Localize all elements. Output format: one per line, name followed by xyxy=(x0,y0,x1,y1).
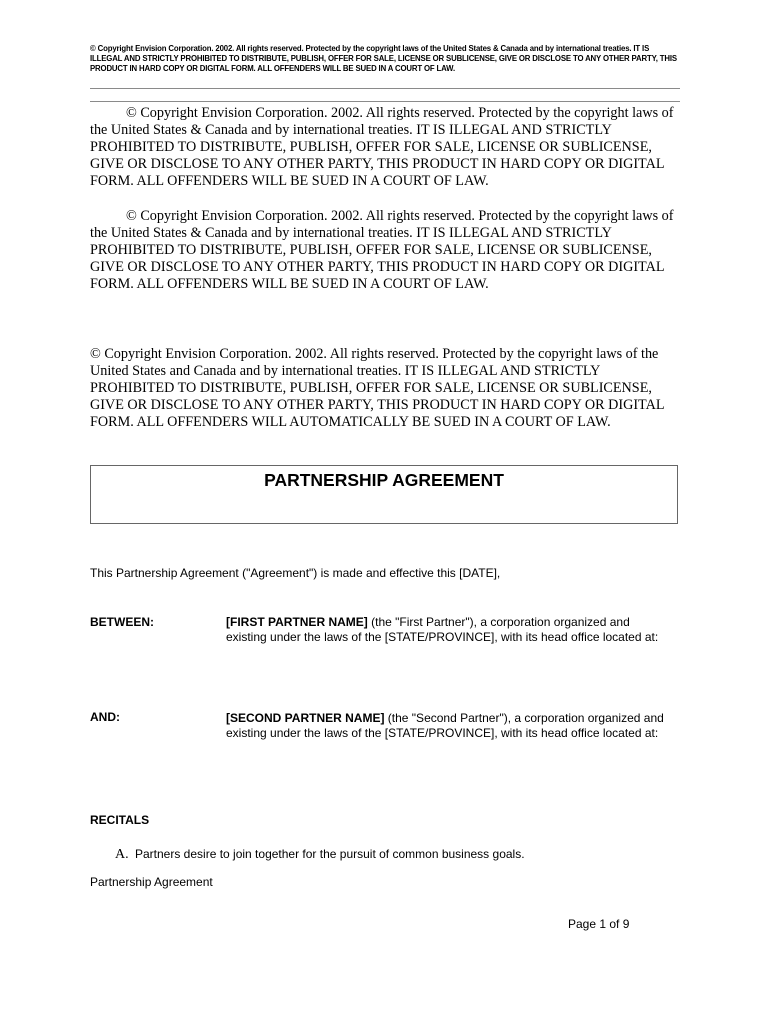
copyright-paragraph xyxy=(90,208,680,293)
title-box xyxy=(90,465,678,524)
copyright-paragraph xyxy=(90,346,682,431)
second-partner-description xyxy=(226,711,666,741)
second-partner-details: (the "Second Partner"), a corporation organized and existing under the laws of the [STATE/PROVINCE], with its head office located at: xyxy=(226,711,664,740)
header-copyright-notice: © Copyright Envision Corporation. 2002. All rights reserved. Protected by the copyright laws of the United States & Canada and by international treaties. IT IS ILLEGAL AND STRICTLY PROHIBITED TO DISTRIBUTE, PUBLISH, OFFER FOR SALE, LICENSE OR SUBLICENSE, GIVE OR DISCLOSE TO ANY OTHER PARTY, THIS PRODUCT IN HARD COPY OR DIGITAL FORM. ALL OFFENDERS WILL BE SUED IN A COURT OF LAW. xyxy=(90,44,677,73)
copyright-paragraph-text: © Copyright Envision Corporation. 2002. All rights reserved. Protected by the copyright laws of the United States and Canada and by international treaties. IT IS ILLEGAL AND STRICTLY PROHIBITED TO DISTRIBUTE, PUBLISH, OFFER FOR SALE, LICENSE OR SUBLICENSE, GIVE OR DISCLOSE TO ANY OTHER PARTY, THIS PRODUCT IN HARD COPY OR DIGITAL FORM. ALL OFFENDERS WILL AUTOMATICALLY BE SUED IN A COURT OF LAW. xyxy=(90,346,664,430)
second-partner-name: [SECOND PARTNER NAME] xyxy=(226,711,385,725)
copyright-paragraph-text: © Copyright Envision Corporation. 2002. All rights reserved. Protected by the copyright laws of the United States & Canada and by international treaties. IT IS ILLEGAL AND STRICTLY PROHIBITED TO DISTRIBUTE, PUBLISH, OFFER FOR SALE, LICENSE OR SUBLICENSE, GIVE OR DISCLOSE TO ANY OTHER PARTY, THIS PRODUCT IN HARD COPY OR DIGITAL FORM. ALL OFFENDERS WILL BE SUED IN A COURT OF LAW. xyxy=(90,105,674,189)
header-rule xyxy=(90,88,680,89)
first-partner-description xyxy=(226,615,666,645)
footer-document-title: Partnership Agreement xyxy=(90,875,213,889)
first-partner-name: [FIRST PARTNER NAME] xyxy=(226,615,368,629)
header-rule-secondary xyxy=(90,101,680,102)
copyright-paragraph-text: © Copyright Envision Corporation. 2002. All rights reserved. Protected by the copyright laws of the United States & Canada and by international treaties. IT IS ILLEGAL AND STRICTLY PROHIBITED TO DISTRIBUTE, PUBLISH, OFFER FOR SALE, LICENSE OR SUBLICENSE, GIVE OR DISCLOSE TO ANY OTHER PARTY, THIS PRODUCT IN HARD COPY OR DIGITAL FORM. ALL OFFENDERS WILL BE SUED IN A COURT OF LAW. xyxy=(90,208,674,292)
recitals-heading: RECITALS xyxy=(90,813,150,827)
and-label: AND: xyxy=(90,710,120,724)
recital-marker: A. xyxy=(115,847,129,862)
recital-item xyxy=(115,847,525,862)
between-label: BETWEEN: xyxy=(90,615,154,629)
agreement-intro: This Partnership Agreement ("Agreement") is made and effective this [DATE], xyxy=(90,566,501,580)
recital-text: Partners desire to join together for the pursuit of common business goals. xyxy=(135,847,525,861)
page-number: Page 1 of 9 xyxy=(568,917,630,931)
copyright-paragraph xyxy=(90,105,680,190)
document-title: PARTNERSHIP AGREEMENT xyxy=(264,470,504,490)
first-partner-details: (the "First Partner"), a corporation organized and existing under the laws of the [STATE/PROVINCE], with its head office located at: xyxy=(226,615,659,644)
